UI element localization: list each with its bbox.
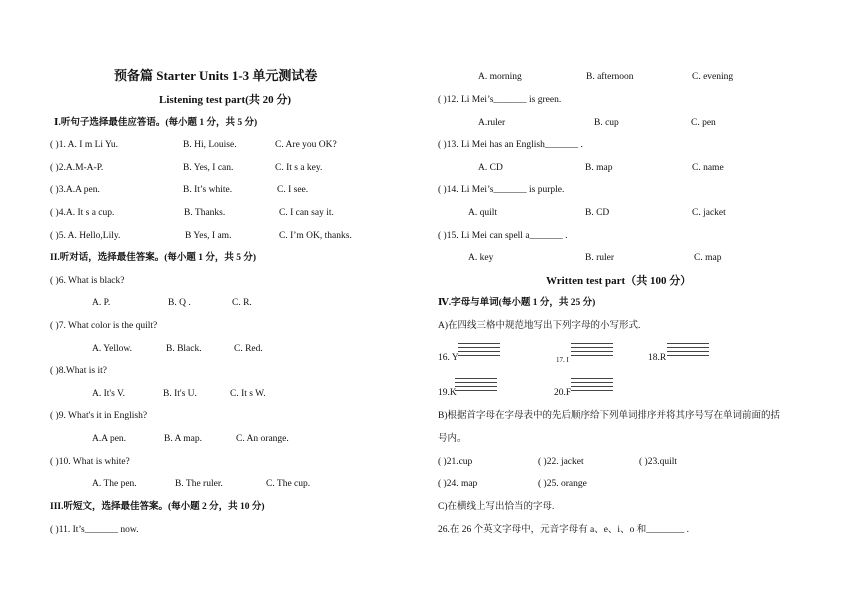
question-26: 26.在 26 个英文字母中，元音字母有 a、e、i、o 和________ .	[438, 525, 689, 535]
exam-page: 预备篇 Starter Units 1-3 单元测试卷 Listening test part(共 20 分) Ⅰ.听句子选择最佳应答语。(每小题 1 分，共 5 分) ( )1. A. I m Li Yu. B. Hi, Louise. C. Are you OK? ( )2.A.M-A-P. B. Yes, I can. C. It s a key. ( )3.A.A pen. B. It’s white. C. I see. ( )4.A. It s a cup. B. Thanks. C. I can say it. ( )5. A. Hello,Lily. B Yes, I am. C. I’m OK, thanks. II.听对话，选择最佳答案。(每小题 1 分，共 5 分) ( )6. What is black? A. P. B. Q . C. R. ( )7. What color is the quilt? A. Yellow. B. Black. C. Red. ( )8.What is it? A. It's V. B. It's U. C. It s W. ( )9. What's it in English? A.A pen. B. A map. C. An orange. ( )10. What is white? A. The pen. B. The ruler. C. The cup. III.听短文，选择最佳答案。(每小题 2 分，共 10 分) ( )11. It’s_______ now. A. morning B. afternoon C. evening ( )12. Li Mei’s_______ is green. A.ruler B. cup C. pen ( )13. Li Mei has an English_______ . A. CD B. map C. name ( )14. Li Mei’s_______ is purple. A. quilt B. CD C. jacket ( )15. Li Mei can spell a_______ . A. key B. ruler C. map Written test part（共 100 分） Ⅳ.字母与单词(每小题 1 分，共 25 分) A)在四线三格中规范地写出下列字母的小写形式. 16. Y 17. I 18.R 19.K 20.F B)根据首字母在字母表中的先后顺序给下列单词排序并将其序号写在单词前面的括 号内。 ( )21.cup ( )22. jacket ( )23.quilt ( )24. map ( )25. orange C)在横线上写出恰当的字母. 26.在 26 个英文字母中，元音字母有 a、e、i、o 和________ .	[50, 68, 781, 535]
question-14-stem: ( )14. Li Mei’s_______ is purple.	[438, 185, 565, 195]
written-title: Written test part（共 100 分）	[546, 275, 692, 287]
writing-lines-16[interactable]	[458, 343, 500, 357]
question-7-stem: ( )7. What color is the quilt?	[50, 321, 158, 331]
section-3-heading: III.听短文，选择最佳答案。(每小题 2 分，共 10 分)	[50, 502, 265, 512]
writing-lines-18[interactable]	[667, 343, 709, 357]
letter-19: 19.K	[438, 388, 457, 398]
letter-20: 20.F	[554, 388, 572, 398]
letter-18: 18.R	[648, 353, 667, 363]
question-15-stem: ( )15. Li Mei can spell a_______ .	[438, 231, 568, 241]
question-8-stem: ( )8.What is it?	[50, 366, 107, 376]
question-9-stem: ( )9. What's it in English?	[50, 411, 148, 421]
question-13-stem: ( )13. Li Mei has an English_______ .	[438, 140, 583, 150]
part-c-instruction: C)在横线上写出恰当的字母.	[438, 502, 555, 512]
part-b-instruction-2: 号内。	[438, 434, 467, 444]
letter-16: 16. Y	[438, 353, 459, 363]
question-10-stem: ( )10. What is white?	[50, 457, 130, 467]
section-2-heading: II.听对话，选择最佳答案。(每小题 1 分，共 5 分)	[50, 253, 257, 263]
question-12-stem: ( )12. Li Mei’s_______ is green.	[438, 95, 562, 105]
exam-title: 预备篇 Starter Units 1-3 单元测试卷	[114, 68, 318, 83]
section-4-heading: Ⅳ.字母与单词(每小题 1 分，共 25 分)	[438, 298, 596, 308]
question-11-stem: ( )11. It’s_______ now.	[50, 525, 139, 535]
writing-lines-19[interactable]	[455, 378, 497, 392]
question-6-stem: ( )6. What is black?	[50, 276, 125, 286]
listening-title: Listening test part(共 20 分)	[159, 94, 291, 106]
writing-lines-20[interactable]	[571, 378, 613, 392]
letter-17: 17. I	[556, 356, 569, 364]
section-1-heading: Ⅰ.听句子选择最佳应答语。(每小题 1 分，共 5 分)	[54, 118, 258, 128]
part-b-instruction-1: B)根据首字母在字母表中的先后顺序给下列单词排序并将其序号写在单词前面的括	[438, 411, 781, 421]
part-a-instruction: A)在四线三格中规范地写出下列字母的小写形式.	[438, 321, 641, 331]
writing-lines-17[interactable]	[571, 343, 613, 357]
